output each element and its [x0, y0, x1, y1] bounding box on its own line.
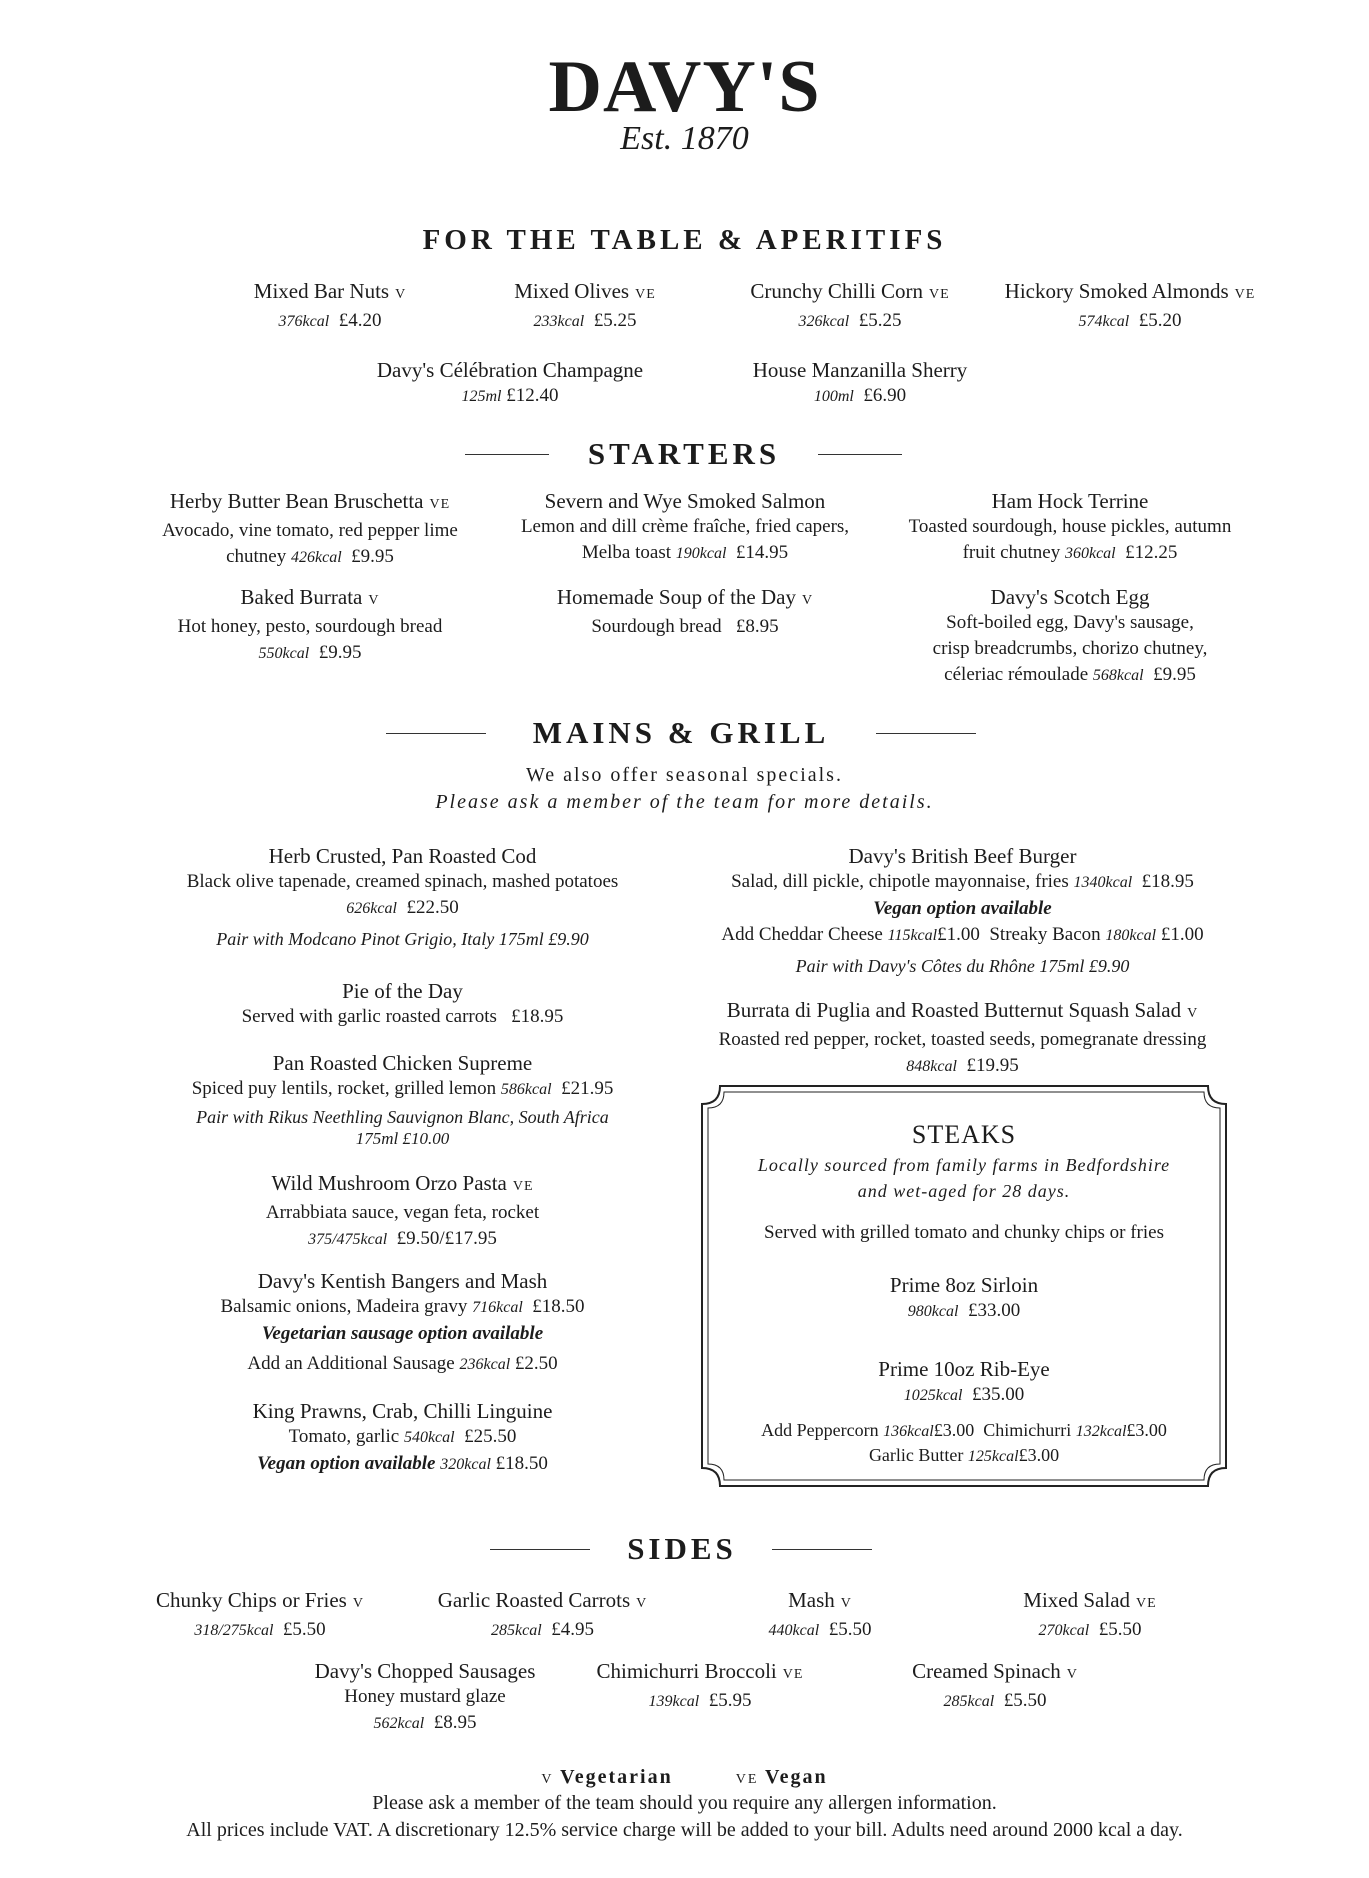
addon-kcal: 125kcal [967, 1448, 1019, 1465]
menu-item [160, 843, 645, 952]
diet-tag: VE [1234, 287, 1256, 302]
allergen-note: Please ask a member of the team should you require any allergen information. [372, 1792, 997, 1814]
item-desc: Honey mustard glaze [344, 1686, 506, 1707]
item-price: £4.95 [551, 1619, 594, 1640]
menu-item [500, 488, 870, 567]
item-desc: Tomato, garlic [288, 1426, 400, 1447]
item-name: Homemade Soup of the Day [556, 585, 796, 609]
item-desc: Toasted sourdough, house pickles, autumn [908, 516, 1232, 537]
diet-legend [0, 1764, 1369, 1793]
divider [386, 733, 486, 734]
diet-tag: VE [1136, 1596, 1157, 1611]
addon-price: £1.00 [1160, 924, 1204, 945]
addon-kcal: 180kcal [1105, 927, 1157, 944]
mains-note: We also offer seasonal specials. [526, 764, 843, 786]
item-name: Herby Butter Bean Bruschetta [169, 489, 424, 513]
item-name: Davy's Kentish Bangers and Mash [257, 1269, 548, 1293]
menu-item [890, 488, 1250, 567]
divider [465, 454, 549, 455]
menu-item [110, 1587, 410, 1644]
legend-v-label: Vegetarian [560, 1766, 673, 1788]
item-desc: Soft-boiled egg, Davy's sausage, [946, 612, 1194, 633]
vat-note: All prices include VAT. A discretionary 12.5% service charge will be added to your bill. Adults need around 2000 kcal a day. [186, 1819, 1183, 1841]
divider [772, 1549, 872, 1550]
item-kcal: 574kcal [1078, 313, 1130, 330]
item-kcal: 562kcal [373, 1715, 425, 1732]
diet-tag: VE [929, 287, 950, 302]
item-name: Wild Mushroom Orzo Pasta [271, 1171, 507, 1195]
addon-kcal: 236kcal [459, 1356, 511, 1373]
menu-item [130, 488, 490, 571]
item-price: £4.20 [338, 310, 382, 331]
menu-item [130, 584, 490, 667]
item-price: £18.95 [1141, 871, 1194, 892]
item-desc: céleriac rémoulade [944, 664, 1089, 685]
item-kcal: 100ml [813, 388, 854, 405]
item-kcal: 626kcal [346, 900, 397, 917]
item-price: £9.95 [351, 546, 394, 567]
item-kcal: 440kcal [768, 1622, 820, 1639]
addon-name: Garlic Butter [868, 1445, 964, 1465]
item-price: £18.50 [532, 1296, 585, 1317]
item-name: Ham Hock Terrine [991, 489, 1149, 513]
item-name: Herb Crusted, Pan Roasted Cod [268, 844, 537, 868]
menu-item [160, 1170, 645, 1253]
menu-item [690, 997, 1235, 1080]
steaks-addons [700, 1443, 1228, 1469]
item-price: £8.95 [735, 616, 779, 637]
item-name: Mash [788, 1588, 835, 1612]
item-price: £21.95 [561, 1078, 614, 1099]
addon-price: £3.00 [1018, 1445, 1060, 1465]
menu-item [570, 1658, 830, 1715]
wine-pairing: Pair with Rikus Neethling Sauvignon Blanc, South Africa [196, 1107, 609, 1127]
item-kcal: 1025kcal [903, 1387, 963, 1404]
item-price: £6.90 [863, 385, 907, 406]
diet-tag: V [395, 287, 407, 302]
item-desc: Avocado, vine tomato, red pepper lime [162, 520, 458, 541]
section-title-sides: SIDES [627, 1531, 737, 1566]
menu-item [990, 1587, 1190, 1644]
diet-tag: V [802, 593, 814, 608]
menu-item [940, 278, 1320, 335]
diet-tag: V [352, 1596, 364, 1611]
legend-ve-label: Vegan [765, 1766, 828, 1788]
wine-pairing-price: £9.90 [1088, 956, 1130, 976]
menu-item [690, 843, 1235, 979]
item-name: Creamed Spinach [912, 1659, 1061, 1683]
menu-item [290, 1658, 560, 1737]
brand-logo: DAVY'S [548, 46, 821, 128]
item-desc: Balsamic onions, Madeira gravy [220, 1296, 468, 1317]
addon-price: £3.00 [933, 1420, 975, 1440]
item-price: £5.95 [708, 1690, 752, 1711]
item-name: Severn and Wye Smoked Salmon [544, 489, 826, 513]
legend-ve-tag: VE [735, 1772, 759, 1787]
item-kcal: 139kcal [648, 1693, 700, 1710]
item-option: Vegetarian sausage option available [261, 1323, 544, 1344]
wine-pairing: Pair with Modcano Pinot Grigio, Italy 175ml £9.90 [216, 929, 589, 949]
addon-kcal: 115kcal [887, 927, 938, 944]
divider [876, 733, 976, 734]
item-kcal: 326kcal [798, 313, 850, 330]
item-price: £33.00 [967, 1300, 1021, 1321]
menu-item [160, 1398, 645, 1478]
item-kcal: 426kcal [291, 549, 342, 566]
addon-name: Chimichurri [983, 1420, 1072, 1440]
addon-price: £3.00 [1126, 1420, 1167, 1440]
item-desc: Sourdough bread [591, 616, 722, 637]
menu-item [700, 1272, 1228, 1325]
item-desc: Arrabbiata sauce, vegan feta, rocket [265, 1202, 540, 1223]
item-price: £12.25 [1125, 542, 1178, 563]
diet-tag: V [1187, 1006, 1199, 1021]
menu-item [860, 1658, 1130, 1715]
item-name: Davy's British Beef Burger [848, 844, 1077, 868]
item-price: £9.50/£17.95 [396, 1228, 497, 1249]
item-kcal: 270kcal [1038, 1622, 1090, 1639]
item-desc: Lemon and dill crème fraîche, fried capers, [520, 516, 850, 537]
item-name: Davy's Chopped Sausages [314, 1659, 536, 1683]
item-name: Davy's Célébration Champagne [376, 358, 644, 382]
item-name: Garlic Roasted Carrots [437, 1588, 631, 1612]
item-desc: Hot honey, pesto, sourdough bread [177, 616, 443, 637]
menu-item [160, 1268, 645, 1378]
addon-price: £2.50 [514, 1353, 558, 1374]
item-price: £8.95 [433, 1712, 477, 1733]
diet-tag: V [368, 593, 380, 608]
item-price: £5.50 [1098, 1619, 1142, 1640]
item-price: £5.50 [828, 1619, 872, 1640]
item-name: Hickory Smoked Almonds [1004, 279, 1229, 303]
item-kcal: 190kcal [675, 545, 727, 562]
wine-pairing-price: 175ml £10.00 [355, 1129, 450, 1148]
item-name: Prime 8oz Sirloin [889, 1273, 1039, 1297]
divider [490, 1549, 590, 1550]
item-price: £5.25 [593, 310, 637, 331]
item-name: Chunky Chips or Fries [156, 1588, 347, 1612]
option-kcal: 320kcal [440, 1456, 491, 1473]
item-name: Burrata di Puglia and Roasted Butternut Squash Salad [726, 998, 1182, 1022]
item-name: Mixed Bar Nuts [253, 279, 390, 303]
option-price: £18.50 [495, 1453, 548, 1474]
addon-name: Add Cheddar Cheese [721, 924, 883, 945]
menu-item [330, 357, 690, 410]
item-name: Pan Roasted Chicken Supreme [272, 1051, 533, 1075]
item-price: £12.40 [506, 385, 559, 406]
item-kcal: 568kcal [1092, 667, 1144, 684]
item-desc: Served with garlic roasted carrots [241, 1006, 497, 1027]
item-price: £9.95 [1153, 664, 1196, 685]
item-name: Pie of the Day [342, 979, 463, 1003]
item-price: £14.95 [735, 542, 789, 563]
item-name: Chimichurri Broccoli [596, 1659, 777, 1683]
item-price: £5.50 [282, 1619, 326, 1640]
menu-item [160, 1050, 645, 1149]
item-kcal: 1340kcal [1073, 874, 1133, 891]
item-price: £19.95 [966, 1055, 1019, 1076]
item-desc: Black olive tapenade, creamed spinach, mashed potatoes [186, 871, 619, 892]
item-option: Vegan option available [257, 1453, 436, 1474]
item-kcal: 233kcal [533, 313, 585, 330]
menu-item [395, 1587, 690, 1644]
item-price: £5.25 [858, 310, 902, 331]
item-price: £5.20 [1138, 310, 1182, 331]
diet-tag: VE [512, 1179, 534, 1194]
item-desc: Salad, dill pickle, chipotle mayonnaise, fries [731, 871, 1069, 892]
menu-item [700, 1356, 1228, 1409]
item-desc: fruit chutney [962, 542, 1061, 563]
item-price: £18.95 [511, 1006, 564, 1027]
brand-est: Est. 1870 [620, 120, 749, 157]
wine-pairing: Pair with Davy's Côtes du Rhône 175ml [795, 956, 1085, 976]
diet-tag: VE [782, 1667, 804, 1682]
legend-v-tag: V [541, 1772, 554, 1787]
steaks-panel [700, 1084, 1228, 1488]
item-price: £25.50 [464, 1426, 517, 1447]
item-kcal: 586kcal [500, 1081, 552, 1098]
diet-tag: VE [429, 497, 451, 512]
diet-tag: VE [635, 287, 656, 302]
item-price: £35.00 [971, 1384, 1025, 1405]
divider [818, 454, 902, 455]
item-price: £5.50 [1003, 1690, 1047, 1711]
section-title-starters: STARTERS [587, 436, 781, 471]
item-desc: Melba toast [581, 542, 672, 563]
item-kcal: 360kcal [1064, 545, 1116, 562]
item-name: Mixed Salad [1023, 1588, 1131, 1612]
item-name: Baked Burrata [240, 585, 363, 609]
item-kcal: 716kcal [472, 1299, 523, 1316]
steaks-subtitle: Locally sourced from family farms in Bedfordshire [757, 1155, 1171, 1175]
steaks-served: Served with grilled tomato and chunky chips or fries [764, 1222, 1164, 1243]
item-kcal: 375/475kcal [308, 1231, 388, 1248]
item-desc: Roasted red pepper, rocket, toasted seeds, pomegranate dressing [718, 1029, 1207, 1050]
item-kcal: 125ml [461, 388, 502, 405]
item-kcal: 285kcal [943, 1693, 995, 1710]
steaks-addons [700, 1418, 1228, 1444]
addon-name: Add an Additional Sausage [247, 1353, 455, 1374]
item-kcal: 980kcal [907, 1303, 959, 1320]
item-desc: crisp breadcrumbs, chorizo chutney, [932, 638, 1208, 659]
item-kcal: 540kcal [403, 1429, 455, 1446]
item-name: Mixed Olives [514, 279, 630, 303]
steaks-title: STEAKS [911, 1120, 1017, 1149]
section-title-mains: MAINS & GRILL [532, 715, 830, 750]
item-name: Crunchy Chilli Corn [750, 279, 923, 303]
item-kcal: 318/275kcal [194, 1622, 274, 1639]
addon-price: £1.00 [937, 924, 980, 945]
item-name: House Manzanilla Sherry [752, 358, 968, 382]
item-kcal: 285kcal [491, 1622, 542, 1639]
item-price: £9.95 [318, 642, 362, 663]
item-price: £22.50 [406, 897, 459, 918]
item-kcal: 848kcal [906, 1058, 957, 1075]
diet-tag: V [636, 1596, 648, 1611]
item-option: Vegan option available [873, 898, 1052, 919]
addon-kcal: 136kcal [883, 1423, 934, 1440]
diet-tag: V [1066, 1667, 1078, 1682]
menu-item [890, 584, 1250, 689]
menu-item [700, 357, 1020, 410]
addon-name: Streaky Bacon [989, 924, 1101, 945]
addon-kcal: 132kcal [1075, 1423, 1127, 1440]
item-name: Davy's Scotch Egg [990, 585, 1150, 609]
mains-note-italic: Please ask a member of the team for more details. [435, 791, 934, 813]
addon-name: Add Peppercorn [761, 1420, 879, 1440]
menu-item [160, 978, 645, 1030]
section-title-table: FOR THE TABLE & APERITIFS [422, 224, 947, 256]
item-name: King Prawns, Crab, Chilli Linguine [252, 1399, 553, 1423]
steaks-subtitle: and wet-aged for 28 days. [857, 1181, 1071, 1201]
item-desc: Spiced puy lentils, rocket, grilled lemon [191, 1078, 497, 1099]
item-name: Prime 10oz Rib-Eye [878, 1357, 1050, 1381]
item-kcal: 376kcal [278, 313, 330, 330]
diet-tag: V [840, 1596, 852, 1611]
item-kcal: 550kcal [258, 645, 310, 662]
menu-item [720, 1587, 920, 1644]
item-desc: chutney [226, 546, 287, 567]
menu-item [500, 584, 870, 640]
